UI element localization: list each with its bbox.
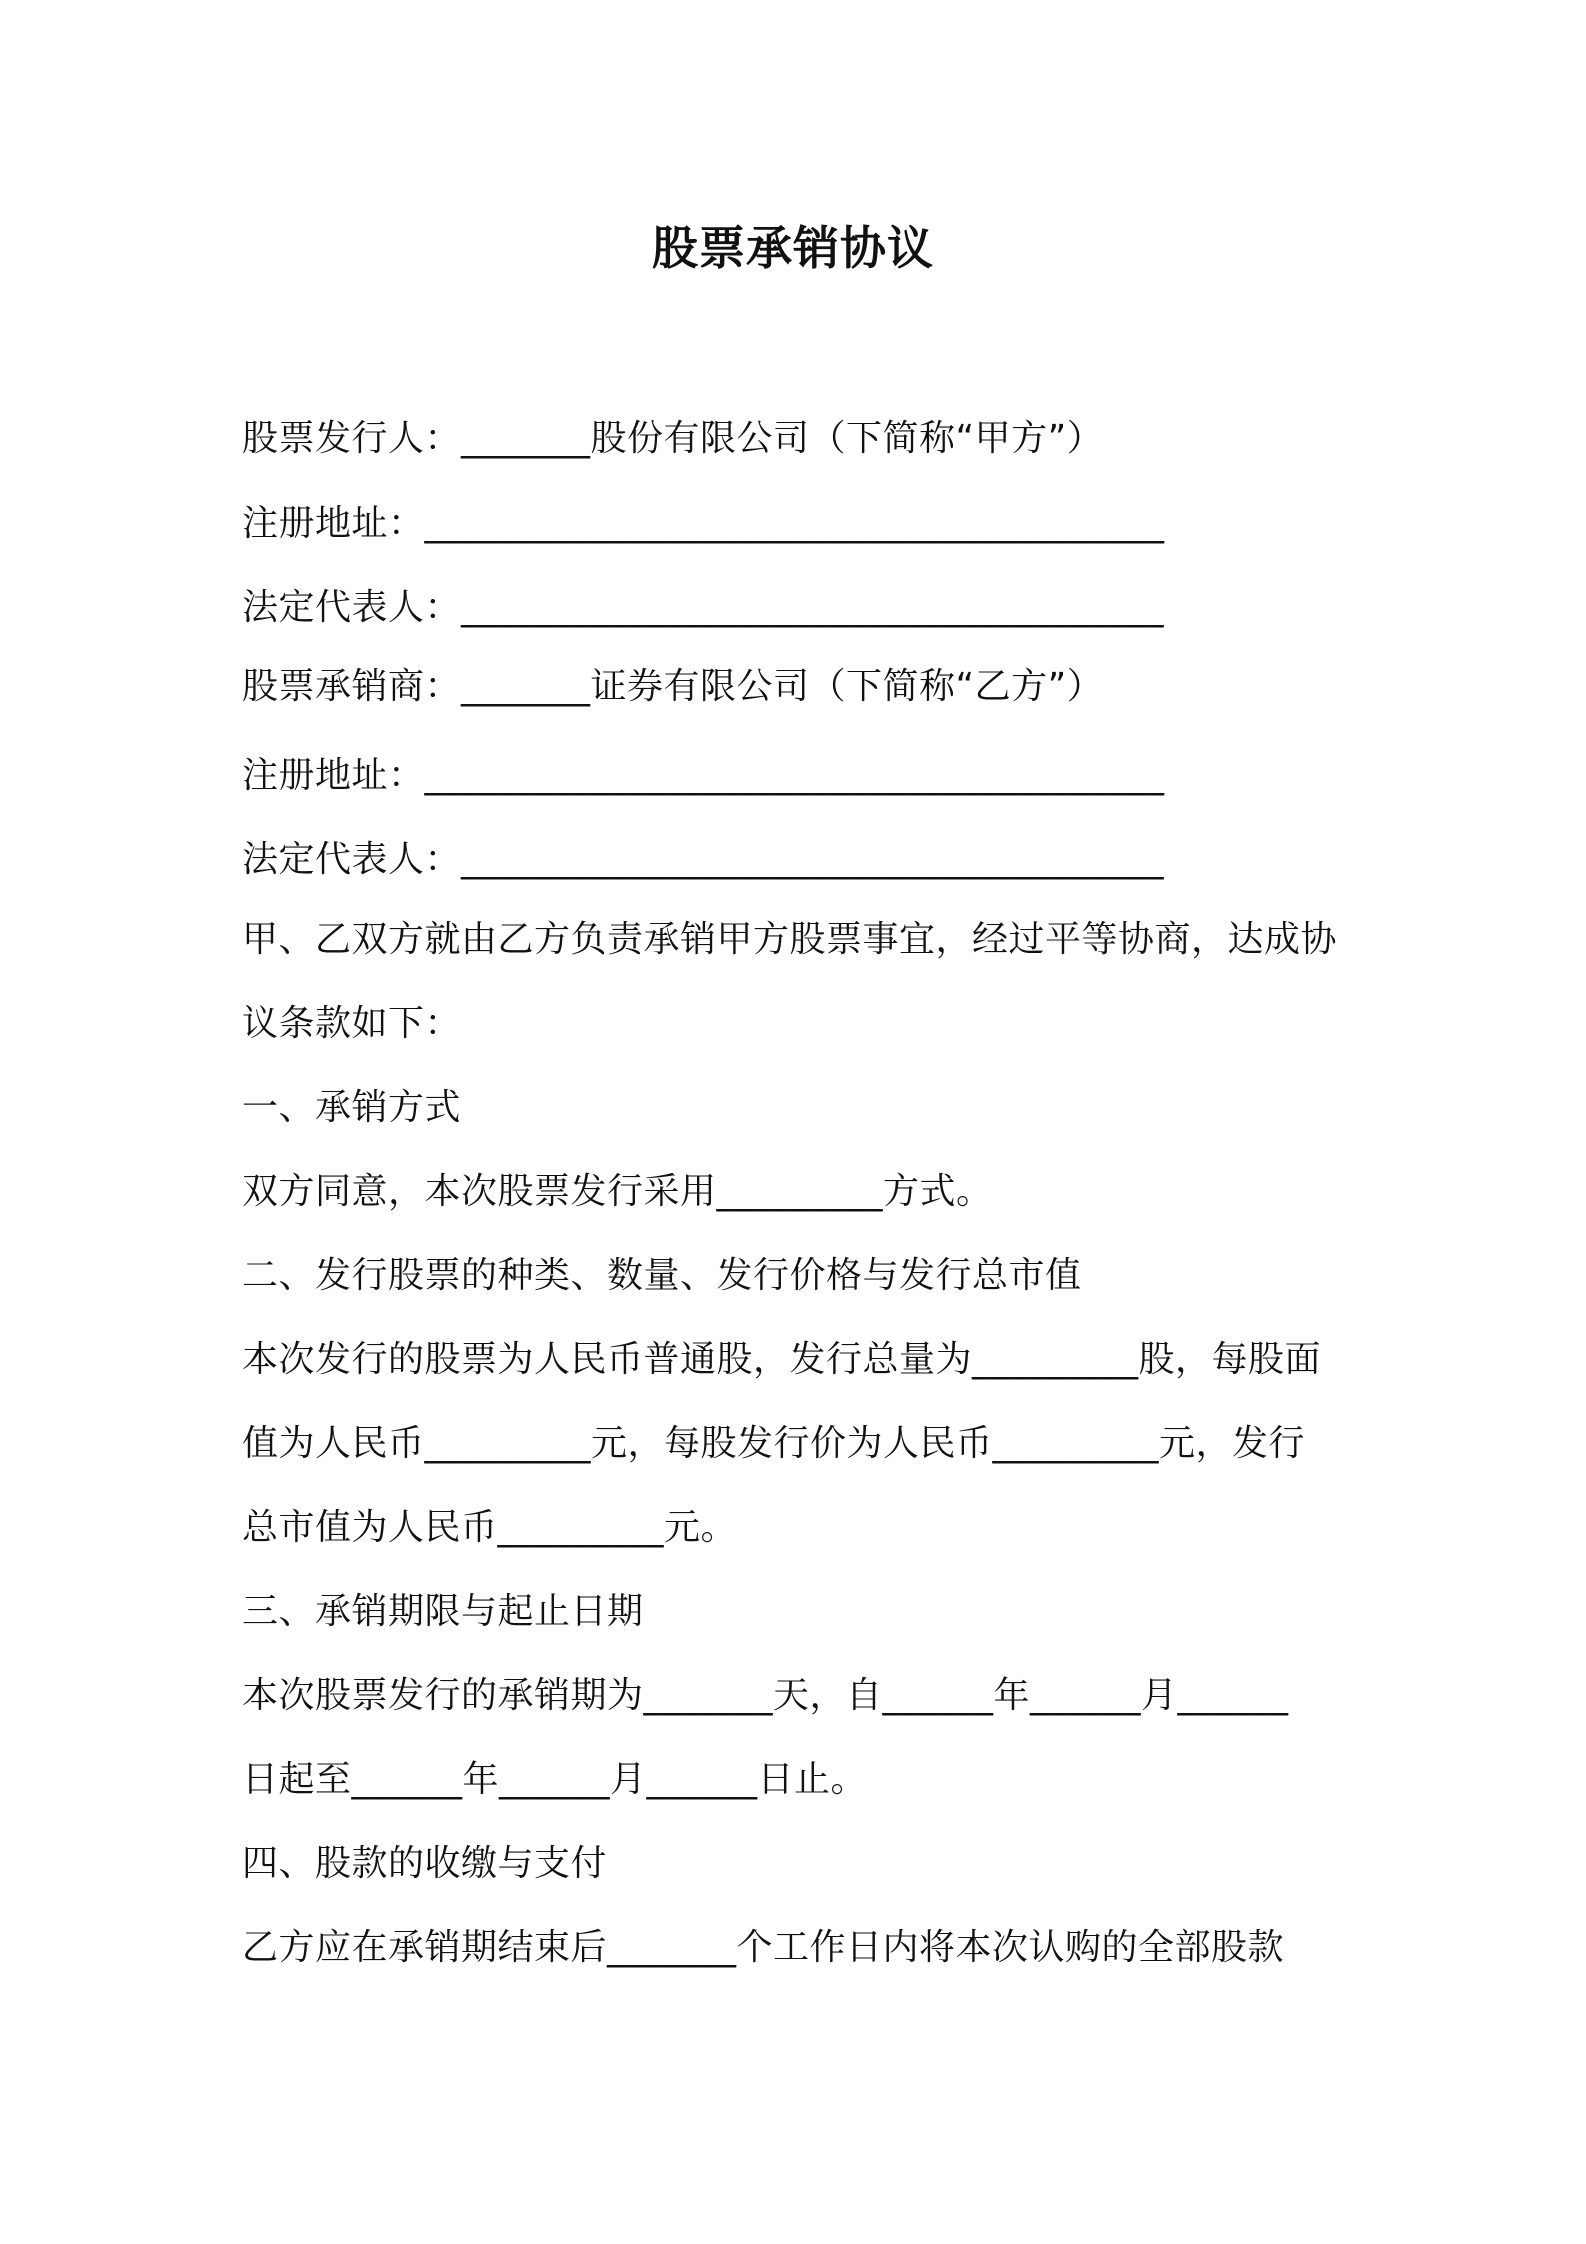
issuer-line: 股票发行人：_______股份有限公司（下简称“甲方”） bbox=[242, 418, 1104, 459]
section-2-heading: 二、发行股票的种类、数量、发行价格与发行总市值 bbox=[242, 1255, 1082, 1296]
section-3-heading: 三、承销期限与起止日期 bbox=[242, 1591, 644, 1632]
section-2-body-line-2: 值为人民币_________元，每股发行价为人民币_________元，发行 bbox=[242, 1423, 1306, 1464]
underwriter-address-line: 注册地址：________________________________________ bbox=[242, 755, 1165, 796]
section-4-heading: 四、股款的收缴与支付 bbox=[242, 1843, 608, 1884]
issuer-legal-rep-line: 法定代表人：______________________________________ bbox=[242, 587, 1165, 628]
underwriter-line: 股票承销商：_______证券有限公司（下简称“乙方”） bbox=[242, 666, 1104, 707]
underwriter-legal-rep-line: 法定代表人：______________________________________ bbox=[242, 839, 1165, 880]
preamble-line-2: 议条款如下： bbox=[242, 1003, 462, 1044]
section-2-body-line-3: 总市值为人民币_________元。 bbox=[242, 1507, 738, 1548]
section-2-body-line-1: 本次发行的股票为人民币普通股，发行总量为_________股，每股面 bbox=[242, 1339, 1322, 1380]
section-4-body-line-1: 乙方应在承销期结束后_______个工作日内将本次认购的全部股款 bbox=[242, 1927, 1285, 1968]
issuer-address-line: 注册地址：________________________________________ bbox=[242, 503, 1165, 544]
section-1-body: 双方同意，本次股票发行采用_________方式。 bbox=[242, 1171, 993, 1212]
document-title: 股票承销协议 bbox=[652, 221, 934, 275]
preamble-line-1: 甲、乙双方就由乙方负责承销甲方股票事宜，经过平等协商，达成协 bbox=[242, 919, 1338, 960]
section-3-body-line-1: 本次股票发行的承销期为_______天，自______年______月______ bbox=[242, 1675, 1289, 1716]
section-3-body-line-2: 日起至______年______月______日止。 bbox=[242, 1759, 868, 1800]
section-1-heading: 一、承销方式 bbox=[242, 1087, 462, 1128]
